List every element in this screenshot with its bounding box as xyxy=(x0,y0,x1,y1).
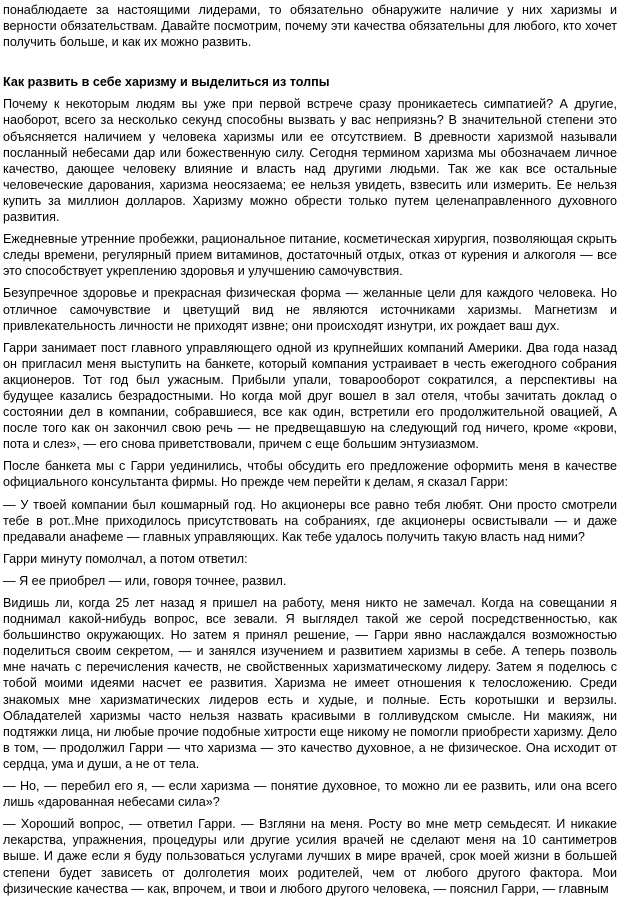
body-paragraph-4: Гарри занимает пост главного управляющего одной из крупнейших компаний Америки. Два года назад он пригласил меня выступить на банкете, который компания устраивает в честь ежегодного собрания акционеров. Тот год был ужасным. Прибыли упали, товарооборот сократился, а перспективы на будущее казались безрадостными. Но когда мой друг вошел в зал отеля, чтобы зачитать доклад о состоянии дел в компании, собравшиеся, все как один, встретили его продолжительной овацией, А после того как он закончил свою речь — не предвещавшую на следующий год ничего, кроме «крови, пота и слез», — его снова приветствовали, причем с еще большим энтузиазмом. xyxy=(3,340,617,452)
body-paragraph-9: Видишь ли, когда 25 лет назад я пришел на работу, меня никто не замечал. Когда на совещании я поднимал какой-нибудь вопрос, все зевали. Я выглядел такой же серой посредственностью, как большинство окружающих. Но затем я принял решение, — Гарри явно наслаждался возможностью поделиться своим секретом, — и занялся изучением и развитием харизмы в себе. А теперь позволь мне начать с перечисления качеств, не свойственных харизматическому лидеру. Затем я поделюсь с тобой моими идеями насчет ее развития. Харизма не имеет отношения к телосложению. Среди знакомых мне харизматических лидеров есть и худые, и полные. Есть коротышки и верзилы. Обладателей харизмы часто нельзя назвать красивыми в голливудском смысле. Ни макияж, ни подтяжки лица, ни любые прочие подобные хитрости еще никому не помогли приобрести харизму. Дело в том, — продолжил Гарри — что харизма — это качество духовное, а не физическое. Она исходит от сердца, ума и души, а не от тела. xyxy=(3,596,617,771)
section-heading: Как развить в себе харизму и выделиться из толпы xyxy=(3,75,330,90)
body-paragraph-5: После банкета мы с Гарри уединились, чтобы обсудить его предложение оформить меня в качестве официального консультанта фирмы. Но прежде чем перейти к делам, я сказал Гарри: xyxy=(3,459,617,490)
body-paragraph-8: — Я ее приобрел — или, говоря точнее, развил. xyxy=(3,573,287,588)
intro-paragraph: понаблюдаете за настоящими лидерами, то обязательно обнаружите наличие у них харизмы и верности обязательствам. Давайте посмотрим, почему эти качества обязательны для любого, кто хочет получить больше, и как их можно развить. xyxy=(3,3,617,50)
body-paragraph-1: Почему к некоторым людям вы уже при первой встрече сразу проникаетесь симпатией? А другие, наоборот, всего за несколько секунд способны вызвать у вас неприязнь? В значительной степени это объясняется наличием у человека харизмы или ее отсутствием. В древности харизмой называли посланный небесами дар или божественную силу. Сегодня термином харизма мы обозначаем личное качество, дающее человеку влияние и власть над другими людьми. Так же как все остальные человеческие дарования, харизма неосязаема; ее нельзя увидеть, взвесить или измерить. Ее нельзя купить за миллион долларов. Харизму можно обрести только путем целенаправленного духовного развития. xyxy=(3,97,617,225)
body-paragraph-11: — Хороший вопрос, — ответил Гарри. — Взгляни на меня. Росту во мне метр семьдесят. И никакие лекарства, упражнения, процедуры или другие усилия врачей не сделают меня на 10 сантиметров выше. И даже если я буду пользоваться услугами лучших в мире врачей, срок моей жизни в большей степени будет зависеть от долголетия моих родителей, чем от любого другого фактора. Мои физические качества — как, впрочем, и твои и любого другого человека, — пояснил Гарри, — главным xyxy=(3,817,617,896)
body-paragraph-10: — Но, — перебил его я, — если харизма — понятие духовное, то можно ли ее развить, или она всего лишь «дарованная небесами сила»? xyxy=(3,779,617,810)
body-paragraph-7: Гарри минуту помолчал, а потом ответил: xyxy=(3,551,248,566)
body-paragraph-2: Ежедневные утренние пробежки, рациональное питание, косметическая хирургия, позволяющая скрыть следы времени, регулярный прием витаминов, достаточный отдых, отказ от курения и алкоголя — все это способствует укреплению здоровья и улучшению самочувствия. xyxy=(3,232,617,279)
body-paragraph-3: Безупречное здоровье и прекрасная физическая форма — желанные цели для каждого человека. Но отличное самочувствие и цветущий вид не являются источниками харизмы. Магнетизм и привлекательность личности не приходят извне; они происходят изнутри, их рождает ваш дух. xyxy=(3,286,617,333)
body-paragraph-6: — У твоей компании был кошмарный год. Но акционеры все равно тебя любят. Они просто смотрели тебе в рот..Мне приходилось присутствовать на собраниях, где акционеры освистывали — и даже предавали анафеме — главных управляющих. Как тебе удалось получить такую власть над ними? xyxy=(3,497,617,544)
